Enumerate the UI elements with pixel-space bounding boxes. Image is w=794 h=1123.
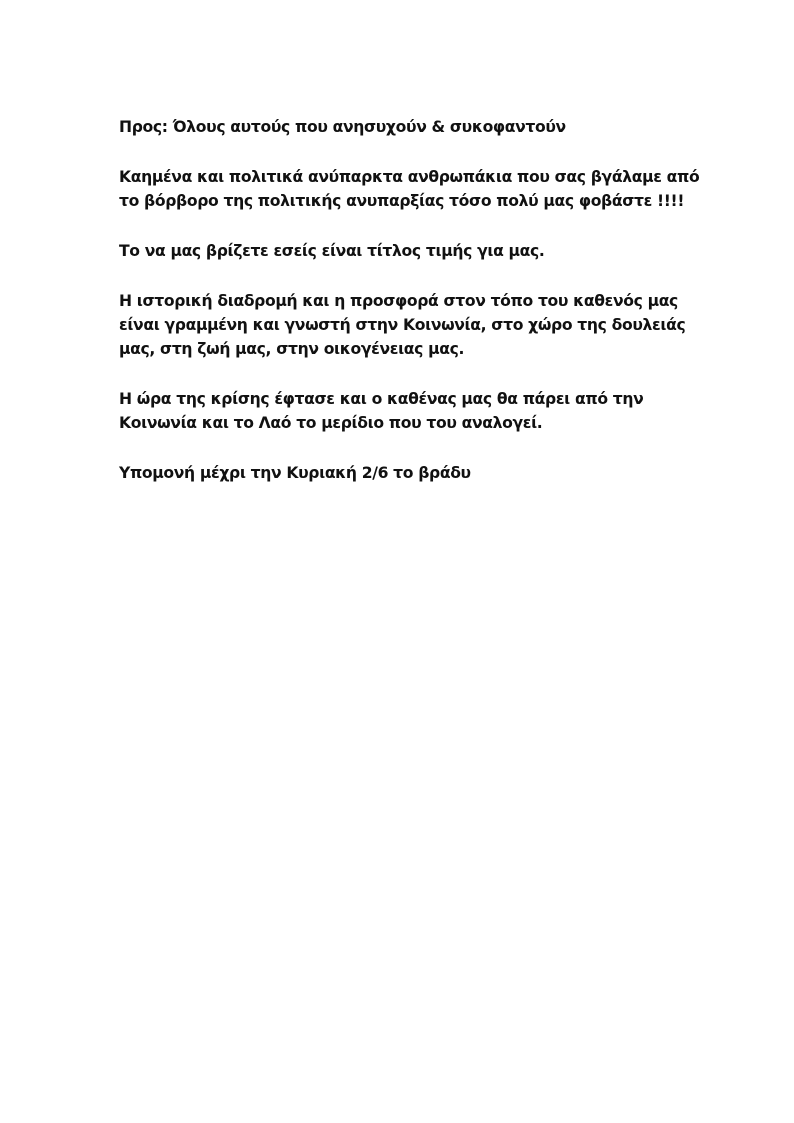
paragraph-3 bbox=[119, 289, 686, 361]
paragraph-3-line-1: Η ιστορική διαδρομή και η προσφορά στον τόπο του καθενός μας bbox=[119, 292, 678, 310]
paragraph-1-line-2: το βόρβορο της πολιτικής ανυπαρξίας τόσο πολύ μας φοβάστε !!!! bbox=[119, 192, 685, 210]
closing-line bbox=[119, 461, 679, 485]
paragraph-3-line-2: είναι γραμμένη και γνωστή στην Κοινωνία, στο χώρο της δουλειάς bbox=[119, 316, 686, 334]
paragraph-2 bbox=[119, 239, 679, 263]
paragraph-4-line-1: Η ώρα της κρίσης έφτασε και ο καθένας μας θα πάρει από την bbox=[119, 390, 644, 408]
recipient-line bbox=[119, 115, 679, 139]
paragraph-3-line-3: μας, στη ζωή μας, στην οικογένειας μας. bbox=[119, 340, 465, 358]
paragraph-1-line-1: Καημένα και πολιτικά ανύπαρκτα ανθρωπάκια που σας βγάλαμε από bbox=[119, 168, 700, 186]
letter-body bbox=[119, 115, 700, 511]
paragraph-2-line-1: Το να μας βρίζετε εσείς είναι τίτλος τιμής για μας. bbox=[119, 242, 545, 260]
paragraph-4-line-2: Κοινωνία και το Λαό το μερίδιο που του αναλογεί. bbox=[119, 414, 543, 432]
recipient-text: Προς: Όλους αυτούς που ανησυχούν & συκοφαντούν bbox=[119, 118, 566, 136]
paragraph-4 bbox=[119, 387, 679, 435]
paragraph-1 bbox=[119, 165, 700, 213]
closing-text: Υπομονή μέχρι την Κυριακή 2/6 το βράδυ bbox=[119, 464, 471, 482]
